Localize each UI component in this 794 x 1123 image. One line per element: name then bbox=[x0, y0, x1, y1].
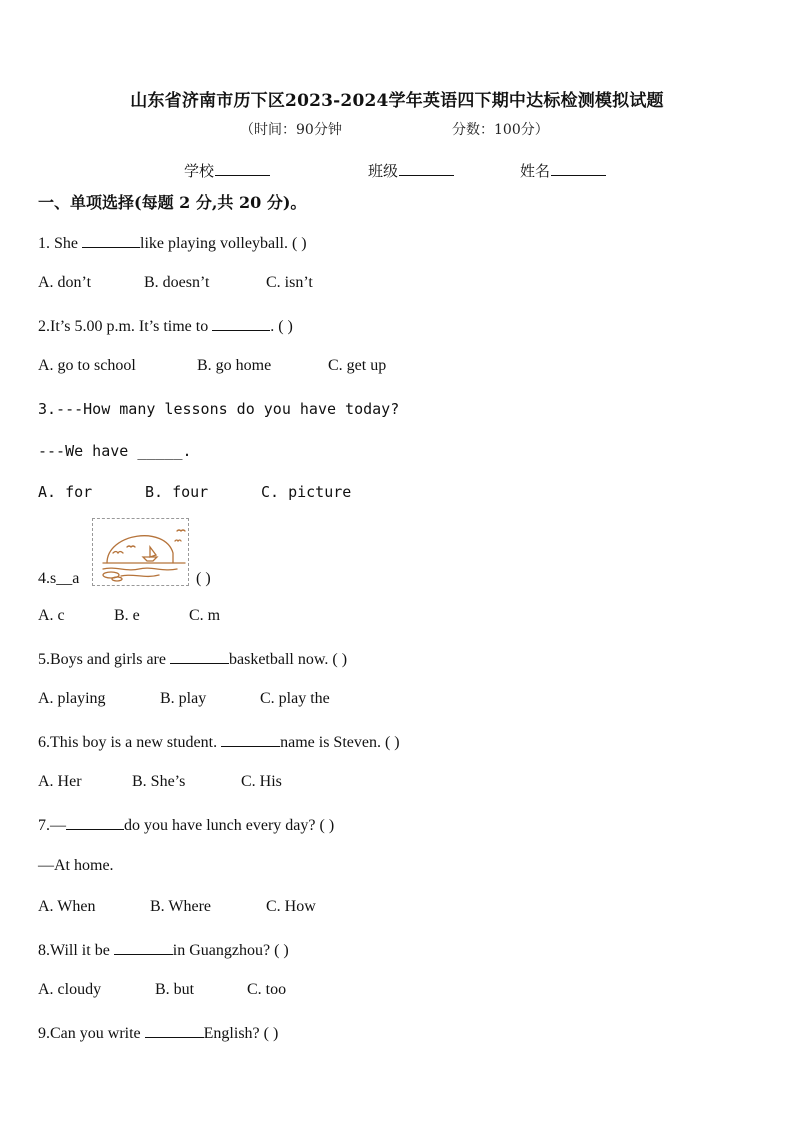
option-a[interactable]: A. cloudy bbox=[38, 981, 102, 998]
question-8 bbox=[38, 940, 289, 960]
question-4-bracket: ( ) bbox=[196, 570, 211, 587]
question-text: 5.Boys and girls are bbox=[38, 651, 170, 668]
question-3: 3.---How many lessons do you have today? bbox=[38, 400, 400, 418]
exam-time: （时间：90分钟 bbox=[240, 122, 342, 138]
question-6 bbox=[38, 732, 400, 752]
wave-line bbox=[103, 568, 177, 570]
sun-outline bbox=[107, 536, 173, 563]
option-c[interactable]: C. How bbox=[266, 898, 316, 915]
question-text: in Guangzhou? ( ) bbox=[172, 942, 289, 959]
option-a[interactable]: A. When bbox=[38, 898, 96, 915]
question-text: do you have lunch every day? ( ) bbox=[124, 817, 335, 834]
option-a[interactable]: A. Her bbox=[38, 773, 82, 790]
option-a[interactable]: A. go to school bbox=[38, 357, 136, 374]
answer-blank[interactable] bbox=[170, 649, 229, 664]
option-b[interactable]: B. doesn’t bbox=[144, 274, 210, 291]
question-5 bbox=[38, 649, 347, 669]
question-text: 4.s__a bbox=[38, 570, 80, 587]
option-b[interactable]: B. but bbox=[155, 981, 195, 998]
option-b[interactable]: B. Where bbox=[150, 898, 212, 915]
answer-blank[interactable] bbox=[82, 233, 140, 248]
question-text: 8.Will it be bbox=[38, 942, 114, 959]
page-title: 山东省济南市历下区2023-2024学年英语四下期中达标检测模拟试题 bbox=[130, 91, 664, 111]
option-c[interactable]: C. isn’t bbox=[266, 274, 313, 291]
option-c[interactable]: C. His bbox=[241, 773, 282, 790]
answer-blank[interactable] bbox=[212, 316, 270, 331]
option-c[interactable]: C. picture bbox=[261, 483, 352, 501]
bird-shape bbox=[127, 546, 135, 547]
option-a[interactable]: A. c bbox=[38, 607, 65, 624]
options-4 bbox=[38, 607, 220, 625]
option-b[interactable]: B. go home bbox=[197, 357, 272, 374]
options-7 bbox=[38, 898, 316, 916]
question-3-answer-line: ---We have _____. bbox=[38, 442, 192, 460]
question-text: 7.— bbox=[38, 817, 66, 834]
option-b[interactable]: B. e bbox=[114, 607, 140, 624]
question-text: English? ( ) bbox=[203, 1025, 279, 1042]
question-text: 6.This boy is a new student. bbox=[38, 734, 222, 751]
class-blank[interactable] bbox=[399, 161, 454, 176]
option-c[interactable]: C. get up bbox=[328, 357, 387, 374]
answer-blank[interactable] bbox=[221, 732, 280, 747]
boat-sail bbox=[150, 547, 156, 557]
question-9 bbox=[38, 1023, 278, 1043]
sea-sunset-picture bbox=[92, 518, 189, 586]
school-label: 学校 bbox=[184, 162, 215, 180]
question-7 bbox=[38, 815, 334, 835]
class-label: 班级 bbox=[368, 162, 399, 180]
sea-picture-drawing bbox=[93, 519, 188, 585]
bird-shape bbox=[113, 552, 123, 554]
question-text: name is Steven. ( ) bbox=[280, 734, 400, 751]
option-b[interactable]: B. play bbox=[160, 690, 207, 707]
option-b[interactable]: B. four bbox=[145, 483, 209, 501]
question-1 bbox=[38, 233, 307, 253]
option-b[interactable]: B. She’s bbox=[132, 773, 186, 790]
answer-blank[interactable] bbox=[66, 815, 124, 830]
class-field[interactable] bbox=[368, 160, 454, 181]
name-blank[interactable] bbox=[551, 161, 606, 176]
option-c[interactable]: C. play the bbox=[260, 690, 330, 707]
option-c[interactable]: C. m bbox=[189, 607, 221, 624]
options-2 bbox=[38, 357, 386, 375]
question-2 bbox=[38, 316, 293, 336]
options-8 bbox=[38, 981, 286, 999]
name-label: 姓名 bbox=[520, 162, 551, 180]
options-5 bbox=[38, 690, 330, 708]
option-a[interactable]: A. don’t bbox=[38, 274, 92, 291]
rock-shape bbox=[112, 577, 122, 581]
bird-shape bbox=[177, 530, 185, 531]
bird-shape bbox=[175, 540, 181, 541]
option-a[interactable]: A. playing bbox=[38, 690, 106, 707]
options-6 bbox=[38, 773, 282, 791]
section-title: 一、单项选择(每题 2 分,共 20 分)。 bbox=[38, 193, 307, 212]
options-3 bbox=[38, 483, 351, 501]
question-text: 2.It’s 5.00 p.m. It’s time to bbox=[38, 318, 213, 335]
question-7-reply: —At home. bbox=[38, 857, 114, 874]
question-text: 9.Can you write bbox=[38, 1025, 145, 1042]
option-c[interactable]: C. too bbox=[247, 981, 287, 998]
answer-blank[interactable] bbox=[145, 1023, 204, 1038]
question-text: 1. She bbox=[38, 235, 82, 252]
question-text: like playing volleyball. ( ) bbox=[140, 235, 307, 252]
question-text: . ( ) bbox=[270, 318, 293, 335]
question-text: basketball now. ( ) bbox=[228, 651, 348, 668]
school-blank[interactable] bbox=[215, 161, 270, 176]
option-a[interactable]: A. for bbox=[38, 483, 93, 501]
school-field[interactable] bbox=[184, 160, 270, 181]
wave-line bbox=[121, 575, 159, 576]
options-1 bbox=[38, 274, 313, 292]
answer-blank[interactable] bbox=[114, 940, 173, 955]
exam-score: 分数：100分） bbox=[452, 122, 549, 138]
name-field[interactable] bbox=[520, 160, 606, 181]
question-4 bbox=[38, 570, 79, 588]
